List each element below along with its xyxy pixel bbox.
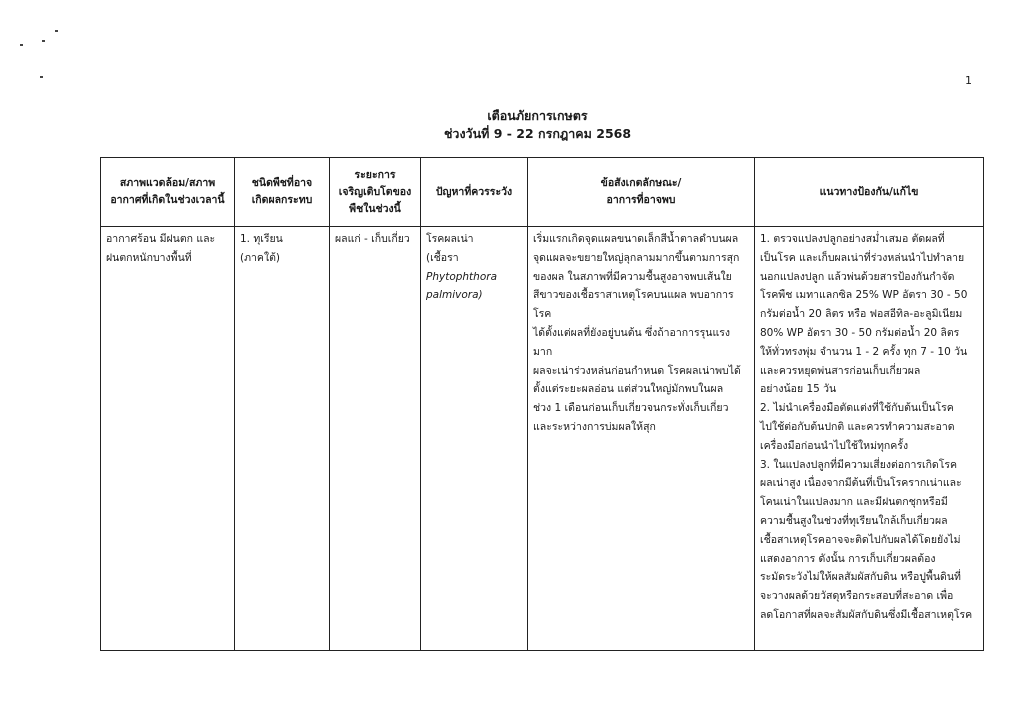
page-number: 1 <box>965 74 972 87</box>
header-prevention: แนวทางป้องกัน/แก้ไข <box>755 158 984 227</box>
warning-table <box>100 157 984 651</box>
table-header-row <box>101 158 984 227</box>
cell-growth-stage: ผลแก่ - เก็บเกี่ยว <box>330 227 421 651</box>
document-subtitle: ช่วงวันที่ 9 - 22 กรกฎาคม 2568 <box>443 126 632 141</box>
problem-species: Phytophthora palmivora) <box>426 270 498 302</box>
header-crop: ชนิดพืชที่อาจ เกิดผลกระทบ <box>235 158 330 227</box>
table-row <box>101 227 984 651</box>
scan-speck <box>40 76 43 78</box>
problem-name: โรคผลเน่า (เชื้อรา <box>426 233 474 264</box>
cell-environment: อากาศร้อน มีฝนตก และ ฝนตกหนักบางพื้นที่ <box>101 227 235 651</box>
cell-symptoms: เริ่มแรกเกิดจุดแผลขนาดเล็กสีน้ำตาลดำบนผล จุดแผลจะขยายใหญ่ลุกลามมากขึ้นตามการสุก ของผล ในสภาพที่มีความชื้นสูงอาจพบเส้นใย สีขาวของเชื้อราสาเหตุโรคบนแผล พบอาการโรค ได้ตั้งแต่ผลที่ยังอยู่บนต้น ซึ่งถ้าอาการรุนแรงมาก ผลจะเน่าร่วงหล่นก่อนกำหนด โรคผลเน่าพบได้ ตั้งแต่ระยะผลอ่อน แต่ส่วนใหญ่มักพบในผล ช่วง 1 เดือนก่อนเก็บเกี่ยวจนกระทั่งเก็บเกี่ยว และระหว่างการบ่มผลให้สุก <box>528 227 755 651</box>
cell-crop: 1. ทุเรียน (ภาคใต้) <box>235 227 330 651</box>
header-problem: ปัญหาที่ควรระวัง <box>421 158 528 227</box>
scan-speck <box>42 40 45 42</box>
scan-speck <box>55 30 58 32</box>
scan-speck <box>20 44 23 46</box>
cell-prevention: 1. ตรวจแปลงปลูกอย่างสม่ำเสมอ ตัดผลที่ เป็นโรค และเก็บผลเน่าที่ร่วงหล่นนำไปทำลาย นอกแปลงปลูก แล้วพ่นด้วยสารป้องกันกำจัด โรคพืช เมทาแลกซิล 25% WP อัตรา 30 - 50 กรัมต่อน้ำ 20 ลิตร หรือ ฟอสอีทิล-อะลูมิเนียม 80% WP อัตรา 30 - 50 กรัมต่อน้ำ 20 ลิตร ให้ทั่วทรงพุ่ม จำนวน 1 - 2 ครั้ง ทุก 7 - 10 วัน และควรหยุดพ่นสารก่อนเก็บเกี่ยวผล อย่างน้อย 15 วัน 2. ไม่นำเครื่องมือตัดแต่งที่ใช้กับต้นเป็นโรค ไปใช้ต่อกับต้นปกติ และควรทำความสะอาด เครื่องมือก่อนนำไปใช้ใหม่ทุกครั้ง 3. ในแปลงปลูกที่มีความเสี่ยงต่อการเกิดโรค ผลเน่าสูง เนื่องจากมีต้นที่เป็นโรครากเน่าและ โคนเน่าในแปลงมาก และมีฝนตกชุกหรือมี ความชื้นสูงในช่วงที่ทุเรียนใกล้เก็บเกี่ยวผล เชื้อสาเหตุโรคอาจจะติดไปกับผลได้โดยยังไม่ แสดงอาการ ดังนั้น การเก็บเกี่ยวผลต้อง ระมัดระวังไม่ให้ผลสัมผัสกับดิน หรือปูพื้นดินที่ จะวางผลด้วยวัสดุหรือกระสอบที่สะอาด เพื่อ ลดโอกาสที่ผลจะสัมผัสกับดินซึ่งมีเชื้อสาเหตุโรค <box>755 227 984 651</box>
header-symptoms: ข้อสังเกตลักษณะ/ อาการที่อาจพบ <box>528 158 755 227</box>
header-environment: สภาพแวดล้อม/สภาพ อากาศที่เกิดในช่วงเวลานี้ <box>101 158 235 227</box>
header-growth-stage: ระยะการ เจริญเติบโตของ พืชในช่วงนี้ <box>330 158 421 227</box>
cell-problem <box>421 227 528 651</box>
document-title: เตือนภัยการเกษตร <box>487 108 588 123</box>
